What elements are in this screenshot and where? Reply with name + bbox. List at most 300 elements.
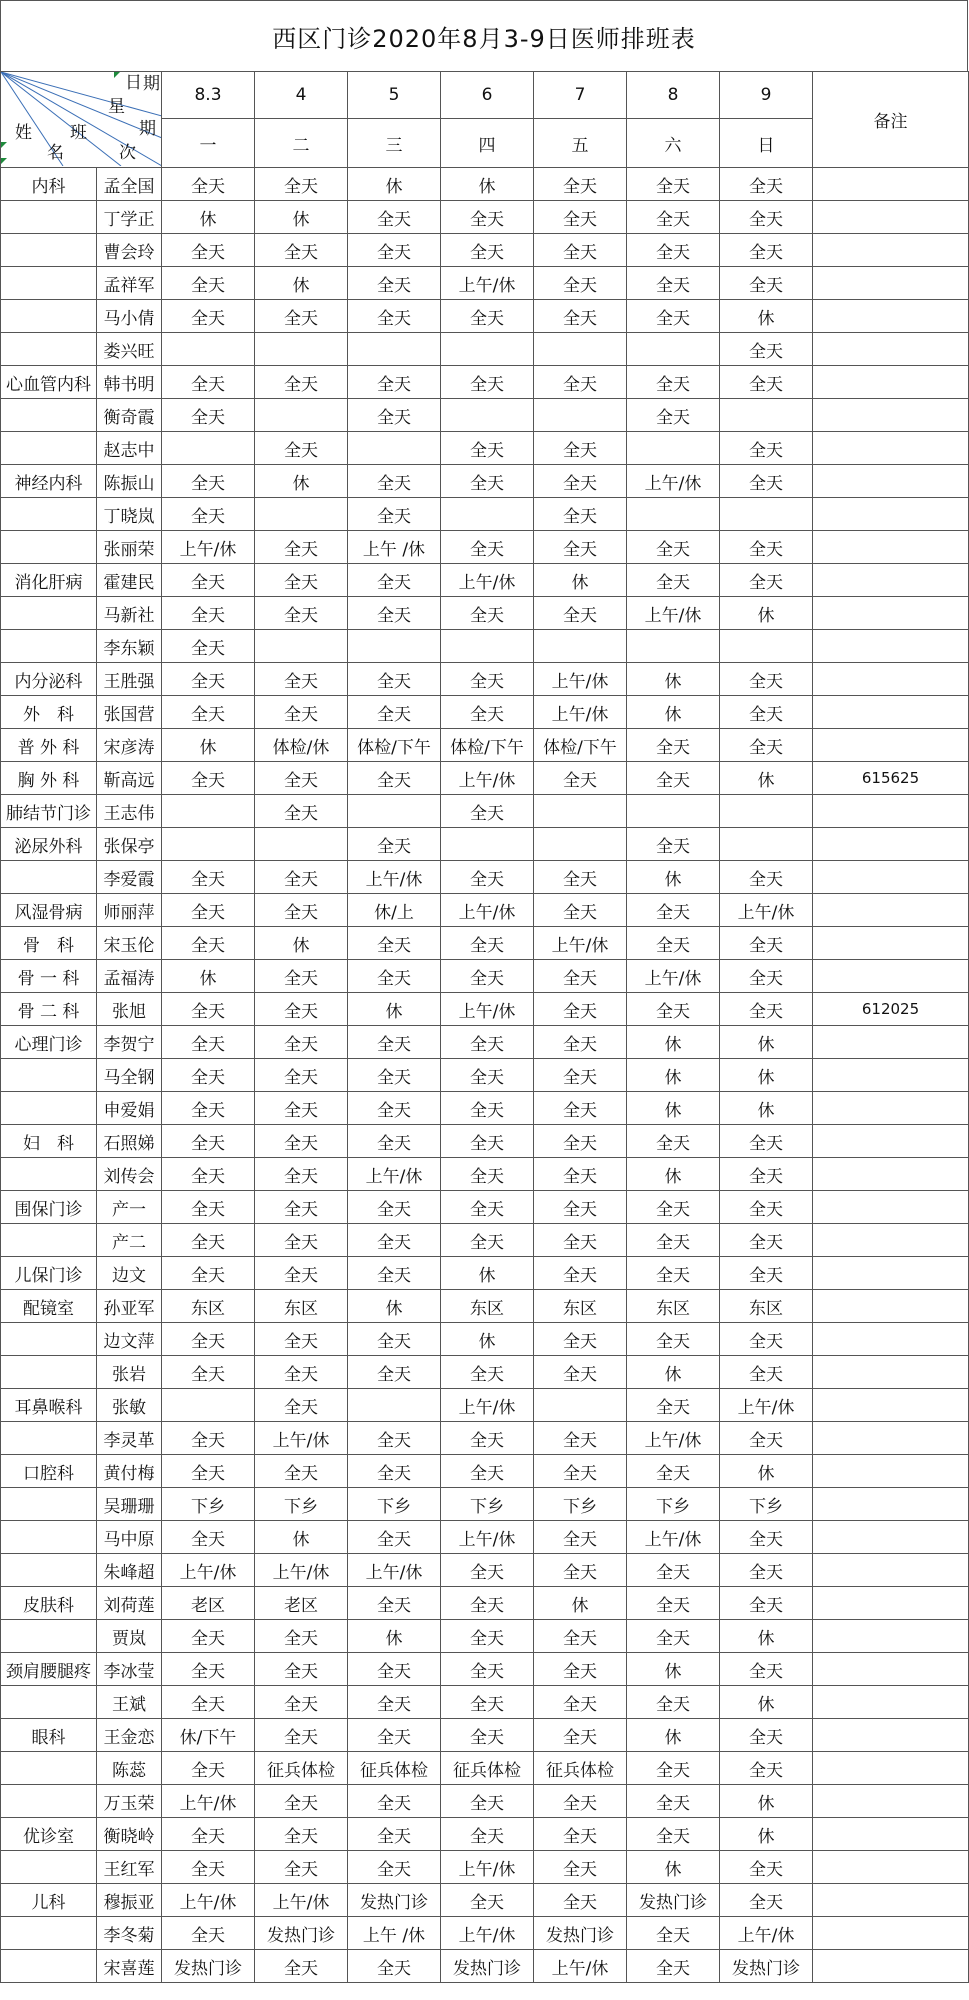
- shift-cell: 全天: [441, 531, 534, 564]
- corner-label-name-2: 名: [47, 143, 64, 163]
- doctor-name-cell: 李冬菊: [97, 1917, 162, 1950]
- shift-cell: [162, 432, 255, 465]
- doctor-name-cell: 贾岚: [97, 1620, 162, 1653]
- shift-cell: 全天: [441, 201, 534, 234]
- doctor-name-cell: 朱峰超: [97, 1554, 162, 1587]
- shift-cell: 全天: [255, 531, 348, 564]
- department-cell: 眼科: [1, 1719, 97, 1752]
- shift-cell: 上午/休: [441, 993, 534, 1026]
- shift-cell: 全天: [162, 1752, 255, 1785]
- date-header: 4: [255, 72, 348, 119]
- note-cell: [813, 729, 969, 762]
- shift-cell: 发热门诊: [441, 1950, 534, 1983]
- doctor-name-cell: 李灵革: [97, 1422, 162, 1455]
- shift-cell: 全天: [255, 1191, 348, 1224]
- table-row: [1, 300, 969, 333]
- shift-cell: 全天: [627, 1818, 720, 1851]
- shift-cell: 全天: [162, 1356, 255, 1389]
- department-cell: 胸 外 科: [1, 762, 97, 795]
- doctor-name-cell: 产二: [97, 1224, 162, 1257]
- shift-cell: 全天: [255, 1092, 348, 1125]
- shift-cell: [534, 795, 627, 828]
- shift-cell: 全天: [627, 1917, 720, 1950]
- table-row: [1, 960, 969, 993]
- note-cell: [813, 597, 969, 630]
- department-cell: [1, 1950, 97, 1983]
- shift-cell: 休: [720, 1455, 813, 1488]
- weekday-header: 六: [627, 119, 720, 168]
- shift-cell: 全天: [627, 1257, 720, 1290]
- shift-cell: 全天: [720, 729, 813, 762]
- comment-marker-icon: [114, 72, 120, 78]
- shift-cell: 全天: [627, 1191, 720, 1224]
- shift-cell: 上午/休: [627, 597, 720, 630]
- table-row: [1, 927, 969, 960]
- shift-cell: 全天: [534, 1224, 627, 1257]
- table-row: [1, 1917, 969, 1950]
- shift-cell: 全天: [255, 1323, 348, 1356]
- note-cell: [813, 630, 969, 663]
- shift-cell: 全天: [720, 1587, 813, 1620]
- table-row: [1, 1158, 969, 1191]
- table-row: [1, 894, 969, 927]
- note-cell: [813, 894, 969, 927]
- note-cell: [813, 1158, 969, 1191]
- shift-cell: [534, 333, 627, 366]
- shift-cell: 全天: [441, 1719, 534, 1752]
- shift-cell: 上午/休: [348, 1554, 441, 1587]
- weekday-header: 一: [162, 119, 255, 168]
- shift-cell: 全天: [162, 366, 255, 399]
- shift-cell: 全天: [534, 597, 627, 630]
- shift-cell: 东区: [441, 1290, 534, 1323]
- shift-cell: 体检/下午: [348, 729, 441, 762]
- shift-cell: 上午/休: [441, 1851, 534, 1884]
- note-cell: [813, 1884, 969, 1917]
- table-row: [1, 1653, 969, 1686]
- date-header: 9: [720, 72, 813, 119]
- shift-cell: 全天: [348, 1521, 441, 1554]
- shift-cell: 全天: [255, 1224, 348, 1257]
- note-cell: [813, 267, 969, 300]
- shift-cell: 全天: [348, 1191, 441, 1224]
- department-cell: [1, 1752, 97, 1785]
- shift-cell: 全天: [720, 993, 813, 1026]
- shift-cell: 上午/休: [720, 894, 813, 927]
- shift-cell: 全天: [720, 1554, 813, 1587]
- shift-cell: 上午/休: [627, 465, 720, 498]
- department-cell: [1, 1620, 97, 1653]
- shift-cell: 全天: [348, 1653, 441, 1686]
- shift-cell: 全天: [627, 1323, 720, 1356]
- shift-cell: 全天: [162, 1191, 255, 1224]
- shift-cell: 全天: [162, 1224, 255, 1257]
- shift-cell: 全天: [162, 498, 255, 531]
- department-cell: [1, 630, 97, 663]
- shift-cell: 全天: [348, 1818, 441, 1851]
- doctor-name-cell: 曹会玲: [97, 234, 162, 267]
- shift-cell: 全天: [627, 894, 720, 927]
- shift-cell: 上午/休: [534, 927, 627, 960]
- table-row: [1, 1323, 969, 1356]
- shift-cell: 休: [720, 1059, 813, 1092]
- shift-cell: 全天: [720, 168, 813, 201]
- doctor-name-cell: 李贺宁: [97, 1026, 162, 1059]
- department-cell: 骨 一 科: [1, 960, 97, 993]
- shift-cell: 全天: [534, 1554, 627, 1587]
- schedule-body: [1, 168, 969, 1983]
- shift-cell: 全天: [162, 300, 255, 333]
- note-cell: [813, 960, 969, 993]
- shift-cell: [627, 432, 720, 465]
- shift-cell: 全天: [720, 1356, 813, 1389]
- note-cell: [813, 1818, 969, 1851]
- corner-label-shift-1: 班: [70, 123, 87, 143]
- table-row: [1, 1092, 969, 1125]
- table-row: [1, 1191, 969, 1224]
- shift-cell: 休: [627, 1158, 720, 1191]
- note-cell: [813, 1752, 969, 1785]
- shift-cell: 体检/休: [255, 729, 348, 762]
- shift-cell: 全天: [720, 696, 813, 729]
- shift-cell: 体检/下午: [534, 729, 627, 762]
- department-cell: 外 科: [1, 696, 97, 729]
- shift-cell: [441, 498, 534, 531]
- doctor-name-cell: 宋玉伦: [97, 927, 162, 960]
- department-cell: [1, 1224, 97, 1257]
- shift-cell: 全天: [441, 432, 534, 465]
- shift-cell: 上午/休: [441, 1917, 534, 1950]
- shift-cell: 休: [720, 1620, 813, 1653]
- table-row: [1, 564, 969, 597]
- shift-cell: [627, 333, 720, 366]
- note-cell: [813, 201, 969, 234]
- shift-cell: 休: [348, 993, 441, 1026]
- shift-cell: 休/上: [348, 894, 441, 927]
- shift-cell: 全天: [627, 1224, 720, 1257]
- doctor-name-cell: 霍建民: [97, 564, 162, 597]
- department-cell: 儿保门诊: [1, 1257, 97, 1290]
- shift-cell: 全天: [255, 960, 348, 993]
- department-cell: [1, 1158, 97, 1191]
- shift-cell: 上午/休: [627, 960, 720, 993]
- note-cell: [813, 465, 969, 498]
- shift-cell: 全天: [441, 465, 534, 498]
- note-cell: [813, 1356, 969, 1389]
- shift-cell: 全天: [441, 234, 534, 267]
- table-row: [1, 1554, 969, 1587]
- shift-cell: 全天: [441, 1884, 534, 1917]
- shift-cell: 休: [255, 267, 348, 300]
- shift-cell: 全天: [162, 267, 255, 300]
- shift-cell: [348, 795, 441, 828]
- shift-cell: 全天: [348, 1587, 441, 1620]
- note-cell: [813, 1290, 969, 1323]
- doctor-name-cell: 马全钢: [97, 1059, 162, 1092]
- shift-cell: 全天: [162, 630, 255, 663]
- shift-cell: 上午/休: [162, 1785, 255, 1818]
- note-cell: [813, 1455, 969, 1488]
- weekday-header: 日: [720, 119, 813, 168]
- shift-cell: 全天: [348, 1026, 441, 1059]
- shift-cell: 东区: [255, 1290, 348, 1323]
- shift-cell: 全天: [720, 564, 813, 597]
- department-cell: [1, 1917, 97, 1950]
- shift-cell: [441, 399, 534, 432]
- note-cell: [813, 531, 969, 564]
- shift-cell: [255, 630, 348, 663]
- shift-cell: 全天: [348, 564, 441, 597]
- shift-cell: 全天: [348, 1059, 441, 1092]
- shift-cell: [255, 333, 348, 366]
- shift-cell: 全天: [348, 960, 441, 993]
- department-cell: 内分泌科: [1, 663, 97, 696]
- table-row: [1, 1422, 969, 1455]
- shift-cell: 全天: [255, 1818, 348, 1851]
- department-cell: [1, 1422, 97, 1455]
- shift-cell: 全天: [720, 1191, 813, 1224]
- note-cell: [813, 1587, 969, 1620]
- shift-cell: 全天: [441, 1785, 534, 1818]
- department-cell: 耳鼻喉科: [1, 1389, 97, 1422]
- note-cell: [813, 300, 969, 333]
- department-cell: 围保门诊: [1, 1191, 97, 1224]
- table-row: [1, 1752, 969, 1785]
- shift-cell: 全天: [348, 1719, 441, 1752]
- doctor-name-cell: 黄付梅: [97, 1455, 162, 1488]
- doctor-name-cell: 申爱娟: [97, 1092, 162, 1125]
- note-cell: [813, 1191, 969, 1224]
- shift-cell: 全天: [441, 300, 534, 333]
- weekday-header: 三: [348, 119, 441, 168]
- shift-cell: 全天: [441, 1059, 534, 1092]
- note-cell: [813, 1950, 969, 1983]
- doctor-name-cell: 张敏: [97, 1389, 162, 1422]
- shift-cell: 全天: [627, 1752, 720, 1785]
- note-cell: [813, 1719, 969, 1752]
- shift-cell: 征兵体检: [534, 1752, 627, 1785]
- shift-cell: 休: [627, 1719, 720, 1752]
- shift-cell: 全天: [627, 993, 720, 1026]
- shift-cell: 休: [720, 597, 813, 630]
- shift-cell: 全天: [348, 498, 441, 531]
- shift-cell: 全天: [441, 1422, 534, 1455]
- doctor-name-cell: 刘传会: [97, 1158, 162, 1191]
- shift-cell: 全天: [348, 927, 441, 960]
- shift-cell: 全天: [720, 267, 813, 300]
- shift-cell: 上午/休: [441, 1521, 534, 1554]
- doctor-name-cell: 李东颖: [97, 630, 162, 663]
- note-cell: [813, 1257, 969, 1290]
- shift-cell: 全天: [627, 1620, 720, 1653]
- shift-cell: 全天: [255, 1356, 348, 1389]
- shift-cell: 休: [720, 762, 813, 795]
- shift-cell: 上午/休: [255, 1554, 348, 1587]
- shift-cell: 发热门诊: [627, 1884, 720, 1917]
- shift-cell: 全天: [534, 1059, 627, 1092]
- shift-cell: 全天: [162, 1158, 255, 1191]
- note-cell: 615625: [813, 762, 969, 795]
- shift-cell: 全天: [255, 696, 348, 729]
- shift-cell: 全天: [162, 1323, 255, 1356]
- shift-cell: 全天: [255, 1653, 348, 1686]
- shift-cell: 全天: [348, 1323, 441, 1356]
- shift-cell: 全天: [348, 828, 441, 861]
- shift-cell: 下乡: [534, 1488, 627, 1521]
- shift-cell: 全天: [720, 960, 813, 993]
- department-cell: [1, 1785, 97, 1818]
- doctor-name-cell: 陈蕊: [97, 1752, 162, 1785]
- note-cell: [813, 1521, 969, 1554]
- shift-cell: 全天: [720, 1323, 813, 1356]
- comment-marker-icon: [1, 158, 7, 164]
- table-row: [1, 1257, 969, 1290]
- note-cell: [813, 795, 969, 828]
- shift-cell: 全天: [720, 1422, 813, 1455]
- header-corner-cell: [1, 72, 162, 168]
- date-header: 5: [348, 72, 441, 119]
- table-row: [1, 1356, 969, 1389]
- table-row: [1, 531, 969, 564]
- shift-cell: 全天: [441, 1224, 534, 1257]
- department-cell: 神经内科: [1, 465, 97, 498]
- doctor-name-cell: 靳高远: [97, 762, 162, 795]
- shift-cell: 全天: [534, 960, 627, 993]
- shift-cell: 上午/休: [720, 1917, 813, 1950]
- shift-cell: 全天: [720, 1257, 813, 1290]
- shift-cell: 休: [720, 1785, 813, 1818]
- doctor-name-cell: 王金恋: [97, 1719, 162, 1752]
- shift-cell: 全天: [534, 201, 627, 234]
- table-row: [1, 597, 969, 630]
- department-cell: 骨 科: [1, 927, 97, 960]
- shift-cell: 全天: [534, 1158, 627, 1191]
- corner-label-star: 星: [108, 97, 125, 117]
- note-cell: [813, 1224, 969, 1257]
- doctor-name-cell: 丁学正: [97, 201, 162, 234]
- note-cell: [813, 366, 969, 399]
- shift-cell: 全天: [627, 729, 720, 762]
- shift-cell: 全天: [348, 762, 441, 795]
- shift-cell: 休: [720, 1026, 813, 1059]
- doctor-name-cell: 马小倩: [97, 300, 162, 333]
- shift-cell: 上午/休: [255, 1422, 348, 1455]
- note-header: 备注: [813, 72, 969, 168]
- shift-cell: 全天: [441, 1554, 534, 1587]
- shift-cell: 全天: [348, 1851, 441, 1884]
- department-cell: 肺结节门诊: [1, 795, 97, 828]
- shift-cell: 休/下午: [162, 1719, 255, 1752]
- shift-cell: 全天: [720, 1884, 813, 1917]
- doctor-name-cell: 李爱霞: [97, 861, 162, 894]
- table-row: [1, 1488, 969, 1521]
- shift-cell: 全天: [627, 1785, 720, 1818]
- department-cell: [1, 1521, 97, 1554]
- shift-cell: 休: [627, 1653, 720, 1686]
- shift-cell: [534, 1389, 627, 1422]
- shift-cell: 全天: [720, 1224, 813, 1257]
- shift-cell: 全天: [534, 762, 627, 795]
- shift-cell: 休: [441, 168, 534, 201]
- shift-cell: [720, 828, 813, 861]
- shift-cell: 休: [720, 300, 813, 333]
- note-cell: [813, 1389, 969, 1422]
- corner-label-week: 期: [139, 119, 156, 139]
- shift-cell: 全天: [162, 234, 255, 267]
- shift-cell: 休: [627, 1851, 720, 1884]
- shift-cell: 全天: [534, 1422, 627, 1455]
- schedule-table: [0, 71, 969, 1983]
- note-cell: [813, 498, 969, 531]
- doctor-name-cell: 产一: [97, 1191, 162, 1224]
- doctor-name-cell: 边文萍: [97, 1323, 162, 1356]
- doctor-name-cell: 马新社: [97, 597, 162, 630]
- shift-cell: 全天: [441, 1818, 534, 1851]
- shift-cell: 全天: [627, 1587, 720, 1620]
- shift-cell: 全天: [627, 1554, 720, 1587]
- doctor-name-cell: 孟全国: [97, 168, 162, 201]
- department-cell: 心血管内科: [1, 366, 97, 399]
- table-row: [1, 993, 969, 1026]
- shift-cell: 全天: [720, 531, 813, 564]
- shift-cell: [627, 795, 720, 828]
- shift-cell: 全天: [534, 234, 627, 267]
- shift-cell: 全天: [441, 1158, 534, 1191]
- department-cell: 口腔科: [1, 1455, 97, 1488]
- doctor-name-cell: 边文: [97, 1257, 162, 1290]
- shift-cell: 全天: [162, 1257, 255, 1290]
- department-cell: [1, 234, 97, 267]
- shift-cell: 全天: [441, 597, 534, 630]
- shift-cell: 全天: [627, 399, 720, 432]
- doctor-name-cell: 娄兴旺: [97, 333, 162, 366]
- shift-cell: 全天: [162, 993, 255, 1026]
- note-cell: [813, 1686, 969, 1719]
- doctor-name-cell: 衡晓岭: [97, 1818, 162, 1851]
- shift-cell: 休: [720, 1818, 813, 1851]
- department-cell: 泌尿外科: [1, 828, 97, 861]
- shift-cell: 全天: [441, 1191, 534, 1224]
- table-row: [1, 201, 969, 234]
- note-cell: [813, 1092, 969, 1125]
- shift-cell: 全天: [534, 300, 627, 333]
- note-cell: [813, 861, 969, 894]
- shift-cell: 全天: [534, 432, 627, 465]
- note-cell: [813, 1785, 969, 1818]
- shift-cell: 全天: [441, 663, 534, 696]
- note-cell: [813, 1059, 969, 1092]
- table-row: [1, 366, 969, 399]
- shift-cell: 全天: [720, 432, 813, 465]
- shift-cell: 全天: [348, 300, 441, 333]
- shift-cell: 下乡: [720, 1488, 813, 1521]
- shift-cell: 下乡: [441, 1488, 534, 1521]
- shift-cell: 休: [627, 1026, 720, 1059]
- table-row: [1, 1851, 969, 1884]
- table-row: [1, 1785, 969, 1818]
- shift-cell: 全天: [720, 1851, 813, 1884]
- table-row: [1, 1686, 969, 1719]
- shift-cell: 全天: [441, 1653, 534, 1686]
- shift-cell: 全天: [720, 1158, 813, 1191]
- table-row: [1, 168, 969, 201]
- department-cell: [1, 333, 97, 366]
- shift-cell: 上午/休: [441, 564, 534, 597]
- table-row: [1, 828, 969, 861]
- shift-cell: 全天: [534, 498, 627, 531]
- shift-cell: 全天: [720, 234, 813, 267]
- doctor-name-cell: 李冰莹: [97, 1653, 162, 1686]
